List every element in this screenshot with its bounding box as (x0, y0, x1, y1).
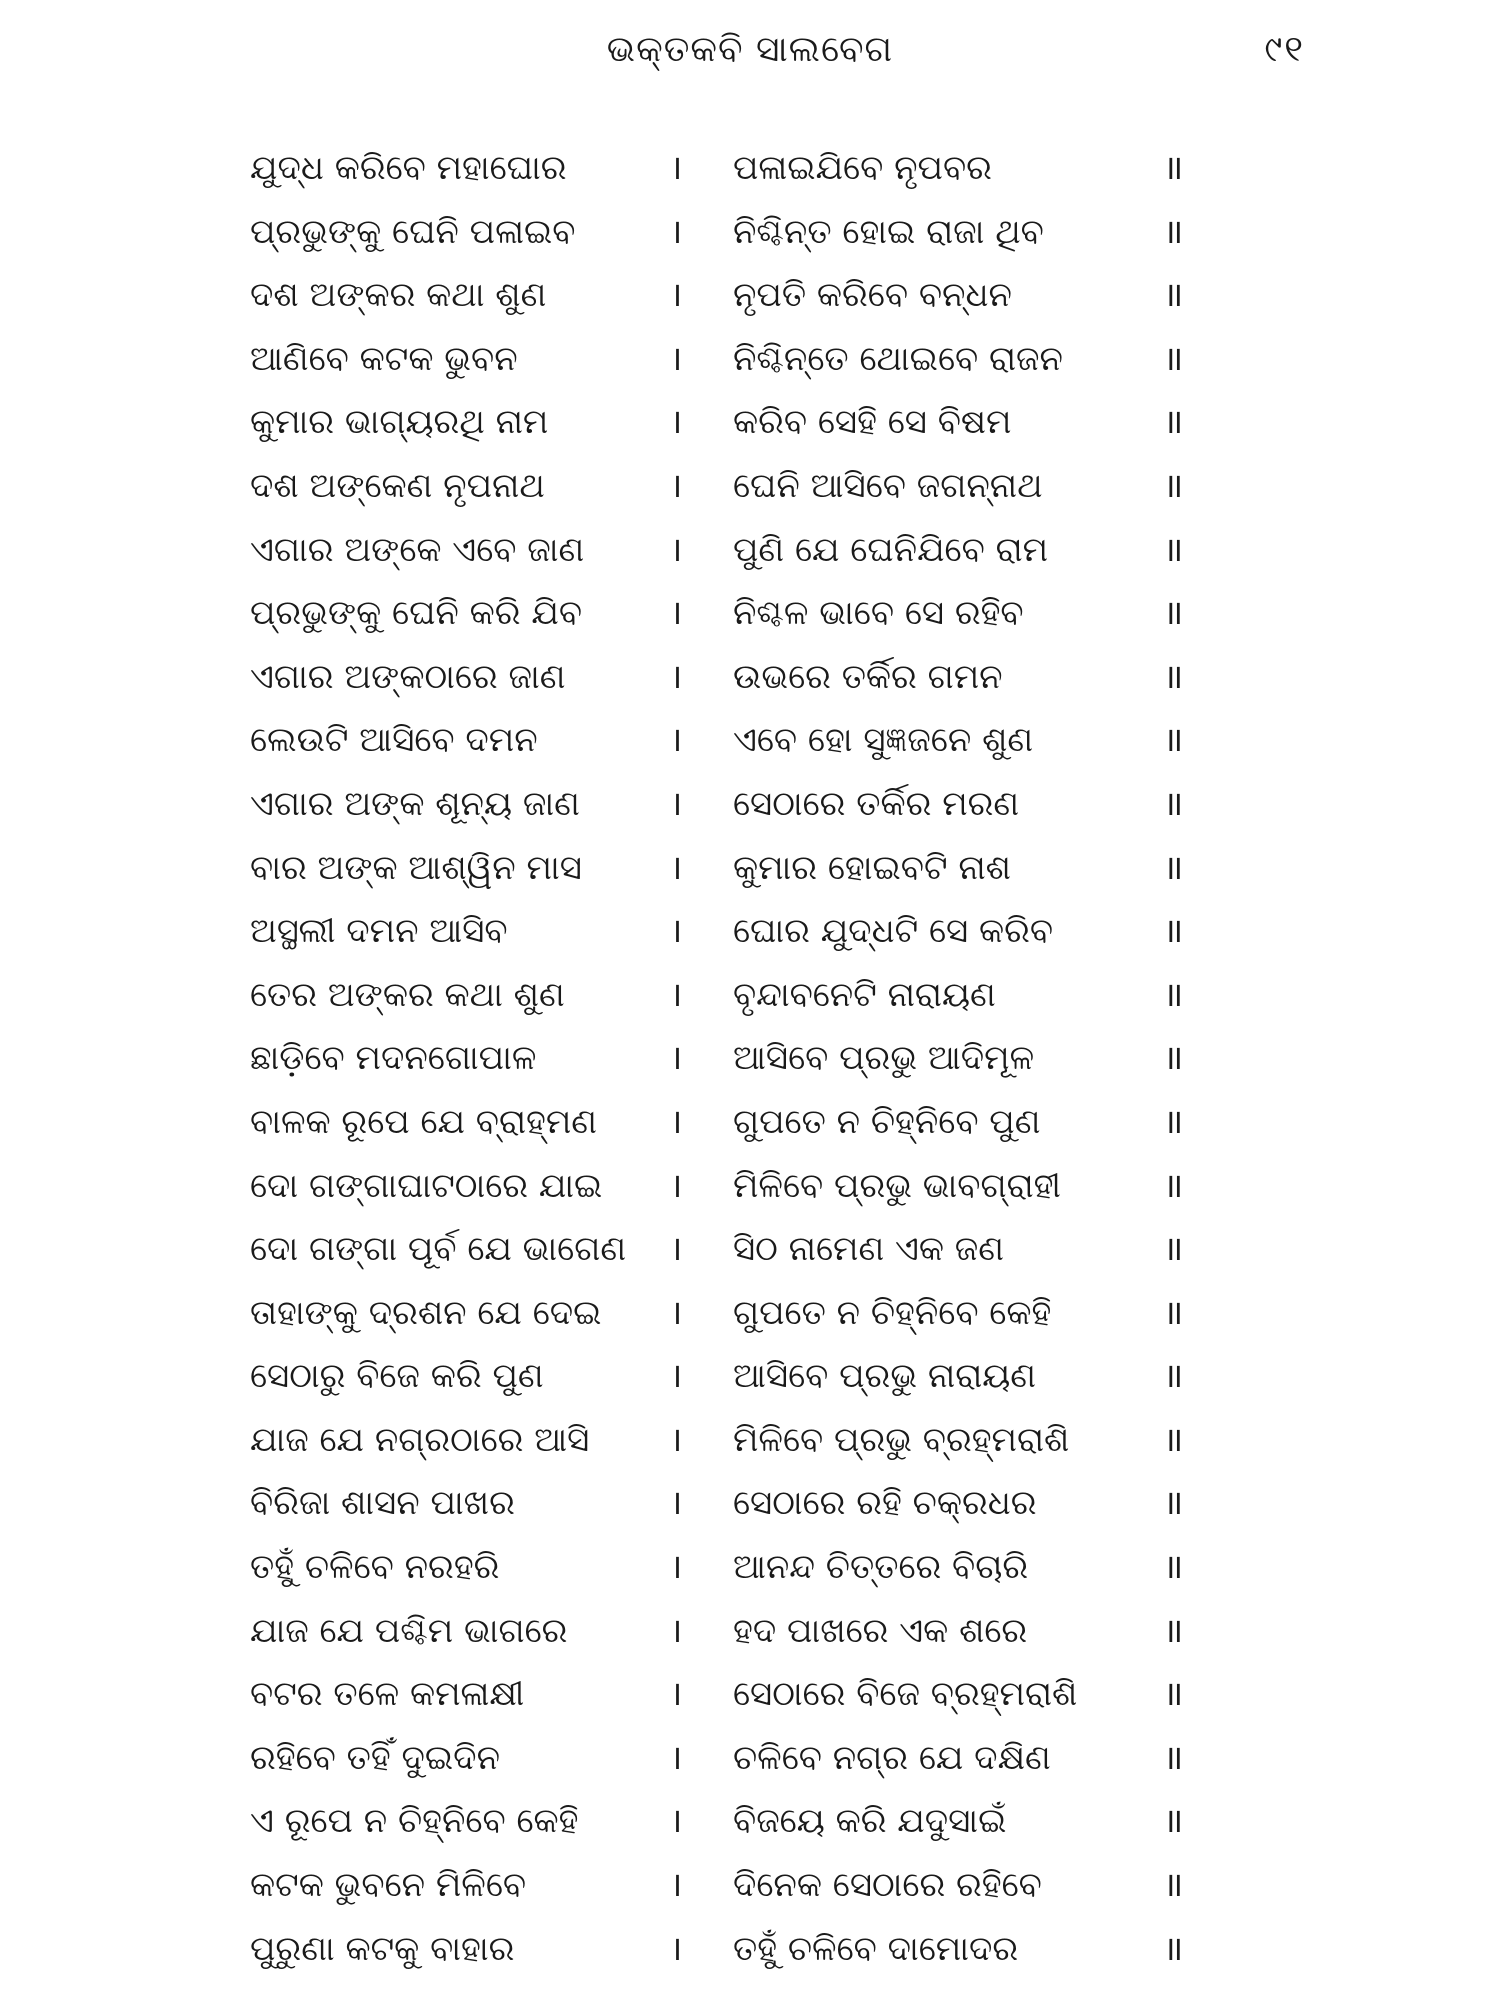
verse-second-half: ଚଳିବେ ନଗ୍ର ଯେ ଦକ୍ଷିଣ (733, 1737, 1051, 1778)
verse-first-half: କଟକ ଭୁବନେ ମିଳିବେ (250, 1865, 527, 1906)
double-danda: ॥ (1162, 1928, 1184, 1969)
running-title: ଭକ୍ତକବି ସାଲବେଗ (606, 29, 894, 70)
verse-second-half: ଘେନି ଆସିବେ ଜଗନ୍ନାଥ (733, 465, 1043, 506)
single-danda: । (669, 1229, 683, 1270)
verse-second-half: ମିଳିବେ ପ୍ରଭୁ ଭାବଗ୍ରାହୀ (733, 1165, 1061, 1206)
verse-first-half: ତେର ଅଙ୍କର କଥା ଶୁଣ (250, 974, 565, 1015)
verse-first-half: ଦୋ ଗଙ୍ଗା ପୂର୍ବ ଯେ ଭାଗେଣ (250, 1229, 627, 1270)
verse-couplet (0, 1030, 1500, 1094)
double-danda: ॥ (1162, 1165, 1184, 1206)
verse-list (0, 140, 1500, 1984)
single-danda: । (669, 1547, 683, 1588)
double-danda: ॥ (1162, 465, 1184, 506)
verse-first-half: ବିରିଜା ଶାସନ ପାଖର (250, 1483, 515, 1524)
verse-first-half: ପ୍ରଭୁଙ୍କୁ ଘେନି ପଳାଇବ (250, 211, 576, 252)
single-danda: । (669, 1356, 683, 1397)
double-danda: ॥ (1162, 1674, 1184, 1715)
verse-second-half: କରିବ ସେହି ସେ ବିଷମ (733, 402, 1012, 443)
verse-first-half: ପ୍ରଭୁଙ୍କୁ ଘେନି କରି ଯିବ (250, 593, 583, 634)
single-danda: । (669, 720, 683, 761)
verse-first-half: ଯାଜ ଯେ ନଗ୍ରଠାରେ ଆସି (250, 1419, 590, 1460)
verse-couplet (0, 1475, 1500, 1539)
single-danda: । (669, 783, 683, 824)
single-danda: । (669, 465, 683, 506)
verse-first-half: ପୁରୁଣା କଟକୁ ବାହାର (250, 1928, 515, 1969)
verse-couplet (0, 1793, 1500, 1857)
double-danda: ॥ (1162, 1483, 1184, 1524)
single-danda: । (669, 1038, 683, 1079)
verse-first-half: ବାଳକ ରୂପେ ଯେ ବ୍ରାହ୍ମଣ (250, 1101, 597, 1142)
verse-couplet (0, 967, 1500, 1031)
verse-second-half: ପଳାଇଯିବେ ନୃପବର (733, 148, 992, 188)
verse-couplet (0, 776, 1500, 840)
verse-couplet (0, 1094, 1500, 1158)
single-danda: । (669, 847, 683, 888)
single-danda: । (669, 529, 683, 570)
verse-first-half: ଆଣିବେ କଟକ ଭୁବନ (250, 338, 518, 379)
verse-second-half: ଗୁପତେ ନ ଚିହ୍ନିବେ ପୁଣ (733, 1101, 1041, 1142)
verse-couplet (0, 140, 1500, 204)
verse-first-half: ଏଗାର ଅଙ୍କଠାରେ ଜାଣ (250, 656, 566, 697)
verse-second-half: ନିଶ୍ଚିନ୍ତେ ଥୋଇବେ ରାଜନ (733, 338, 1063, 379)
single-danda: । (669, 656, 683, 697)
verse-couplet (0, 1539, 1500, 1603)
verse-couplet (0, 1603, 1500, 1667)
verse-first-half: ଏଗାର ଅଙ୍କେ ଏବେ ଜାଣ (250, 529, 585, 570)
double-danda: ॥ (1162, 656, 1184, 697)
verse-couplet (0, 840, 1500, 904)
verse-couplet (0, 649, 1500, 713)
single-danda: । (669, 1610, 683, 1651)
running-head (0, 22, 1500, 78)
verse-second-half: ବୃନ୍ଦାବନେଟି ନାରାୟଣ (733, 974, 996, 1015)
verse-second-half: ଆସିବେ ପ୍ରଭୁ ଆଦିମୂଳ (733, 1038, 1035, 1079)
single-danda: । (669, 1165, 683, 1206)
single-danda: । (669, 1674, 683, 1715)
double-danda: ॥ (1162, 1547, 1184, 1588)
single-danda: । (669, 911, 683, 952)
verse-couplet (0, 522, 1500, 586)
verse-couplet (0, 1666, 1500, 1730)
double-danda: ॥ (1162, 1801, 1184, 1842)
verse-second-half: ଆସିବେ ପ୍ରଭୁ ନାରାୟଣ (733, 1356, 1036, 1397)
verse-first-half: ରହିବେ ତହିଁ ଦୁଇଦିନ (250, 1737, 500, 1778)
verse-first-half: ସେଠାରୁ ବିଜେ କରି ପୁଣ (250, 1356, 544, 1397)
single-danda: । (669, 1101, 683, 1142)
verse-second-half: ଘୋର ଯୁଦ୍ଧଟି ସେ କରିବ (733, 911, 1054, 952)
single-danda: । (669, 1865, 683, 1906)
verse-couplet (0, 1412, 1500, 1476)
single-danda: । (669, 1483, 683, 1524)
verse-second-half: ଆନନ୍ଦ ଚିତ୍ତରେ ବିଚାରି (733, 1547, 1029, 1588)
verse-first-half: ଦୋ ଗଙ୍ଗାଘାଟଠାରେ ଯାଇ (250, 1165, 603, 1206)
single-danda: । (669, 1292, 683, 1333)
double-danda: ॥ (1162, 1038, 1184, 1079)
verse-second-half: ବିଜୟେ କରି ଯଦୁସାଇଁ (733, 1801, 1007, 1842)
single-danda: । (669, 593, 683, 634)
verse-first-half: ବଟର ତଳେ କମଳାକ୍ଷୀ (250, 1674, 525, 1715)
double-danda: ॥ (1162, 338, 1184, 379)
double-danda: ॥ (1162, 1229, 1184, 1270)
verse-couplet (0, 1921, 1500, 1985)
verse-first-half: ଯାଜ ଯେ ପଶ୍ଚିମ ଭାଗରେ (250, 1610, 568, 1651)
verse-second-half: ଗୁପତେ ନ ଚିହ୍ନିବେ କେହି (733, 1292, 1052, 1333)
verse-couplet (0, 204, 1500, 268)
verse-second-half: ଉଭରେ ତର୍କିର ଗମନ (733, 656, 1003, 697)
single-danda: । (669, 1737, 683, 1778)
verse-second-half: ନିଶ୍ଚିନ୍ତ ହୋଇ ରାଜା ଥିବ (733, 211, 1044, 252)
double-danda: ॥ (1162, 974, 1184, 1015)
double-danda: ॥ (1162, 911, 1184, 952)
double-danda: ॥ (1162, 1292, 1184, 1333)
verse-second-half: ତହୁଁ ଚଳିବେ ଦାମୋଦର (733, 1928, 1019, 1969)
verse-couplet (0, 712, 1500, 776)
verse-first-half: ଲେଉଟି ଆସିବେ ଦମନ (250, 720, 538, 761)
page-number: ୯୧ (1264, 29, 1305, 70)
double-danda: ॥ (1162, 593, 1184, 634)
verse-second-half: ପୁଣି ଯେ ଘେନିଯିବେ ରାମ (733, 529, 1049, 570)
verse-second-half: ନିଶ୍ଚଳ ଭାବେ ସେ ରହିବ (733, 593, 1024, 634)
double-danda: ॥ (1162, 1737, 1184, 1778)
double-danda: ॥ (1162, 1865, 1184, 1906)
single-danda: । (669, 338, 683, 379)
verse-first-half: କୁମାର ଭାଗ୍ୟରଥି ନାମ (250, 402, 549, 443)
verse-couplet (0, 458, 1500, 522)
verse-couplet (0, 585, 1500, 649)
verse-first-half: ଏଗାର ଅଙ୍କ ଶୂନ୍ୟ ଜାଣ (250, 783, 580, 824)
verse-second-half: ନୃପତି କରିବେ ବନ୍ଧନ (733, 275, 1012, 316)
verse-first-half: ତାହାଙ୍କୁ ଦ୍ରଶନ ଯେ ଦେଇ (250, 1292, 602, 1333)
double-danda: ॥ (1162, 783, 1184, 824)
double-danda: ॥ (1162, 847, 1184, 888)
single-danda: । (669, 275, 683, 316)
verse-second-half: ସେଠାରେ ବିଜେ ବ୍ରହ୍ମରାଶି (733, 1674, 1078, 1715)
verse-couplet (0, 267, 1500, 331)
verse-second-half: ସେଠାରେ ତର୍କିର ମରଣ (733, 783, 1020, 824)
single-danda: । (669, 1928, 683, 1969)
verse-couplet (0, 1857, 1500, 1921)
double-danda: ॥ (1162, 1419, 1184, 1460)
verse-first-half: ଏ ରୂପେ ନ ଚିହ୍ନିବେ କେହି (250, 1801, 579, 1842)
verse-couplet (0, 903, 1500, 967)
verse-couplet (0, 1158, 1500, 1222)
verse-first-half: ବାର ଅଙ୍କ ଆଶ୍ୱିନ ମାସ (250, 847, 582, 888)
verse-second-half: କୁମାର ହୋଇବଟି ନାଶ (733, 847, 1011, 888)
verse-first-half: ଦଶ ଅଙ୍କର କଥା ଶୁଣ (250, 275, 547, 316)
verse-first-half: ଅସ୍ଥଲୀ ଦମନ ଆସିବ (250, 911, 508, 952)
double-danda: ॥ (1162, 720, 1184, 761)
verse-second-half: ସିଠ ନାମେଣ ଏକ ଜଣ (733, 1229, 1005, 1270)
single-danda: । (669, 402, 683, 443)
verse-first-half: ଯୁଦ୍ଧ କରିବେ ମହାଘୋର (250, 148, 567, 188)
verse-couplet (0, 1730, 1500, 1794)
verse-second-half: ସେଠାରେ ରହି ଚକ୍ରଧର (733, 1483, 1037, 1524)
double-danda: ॥ (1162, 1101, 1184, 1142)
verse-couplet (0, 1285, 1500, 1349)
verse-second-half: ଦିନେକ ସେଠାରେ ରହିବେ (733, 1865, 1042, 1906)
verse-second-half: ହଦ ପାଖରେ ଏକ ଶରେ (733, 1610, 1028, 1651)
double-danda: ॥ (1162, 529, 1184, 570)
double-danda: ॥ (1162, 1356, 1184, 1397)
verse-couplet (0, 1348, 1500, 1412)
double-danda: ॥ (1162, 1610, 1184, 1651)
verse-couplet (0, 1221, 1500, 1285)
double-danda: ॥ (1162, 275, 1184, 316)
verse-first-half: ଦଶ ଅଙ୍କେଣ ନୃପନାଥ (250, 465, 545, 506)
verse-second-half: ମିଳିବେ ପ୍ରଭୁ ବ୍ରହ୍ମରାଶି (733, 1419, 1070, 1460)
double-danda: ॥ (1162, 148, 1184, 188)
verse-first-half: ଛାଡ଼ିବେ ମଦନଗୋପାଳ (250, 1038, 537, 1079)
double-danda: ॥ (1162, 402, 1184, 443)
verse-couplet (0, 331, 1500, 395)
double-danda: ॥ (1162, 211, 1184, 252)
verse-second-half: ଏବେ ହୋ ସୁଜ୍ଞଜନେ ଶୁଣ (733, 720, 1034, 761)
verse-first-half: ତହୁଁ ଚଳିବେ ନରହରି (250, 1547, 500, 1588)
single-danda: । (669, 148, 683, 188)
single-danda: । (669, 974, 683, 1015)
single-danda: । (669, 211, 683, 252)
verse-couplet (0, 394, 1500, 458)
single-danda: । (669, 1419, 683, 1460)
single-danda: । (669, 1801, 683, 1842)
